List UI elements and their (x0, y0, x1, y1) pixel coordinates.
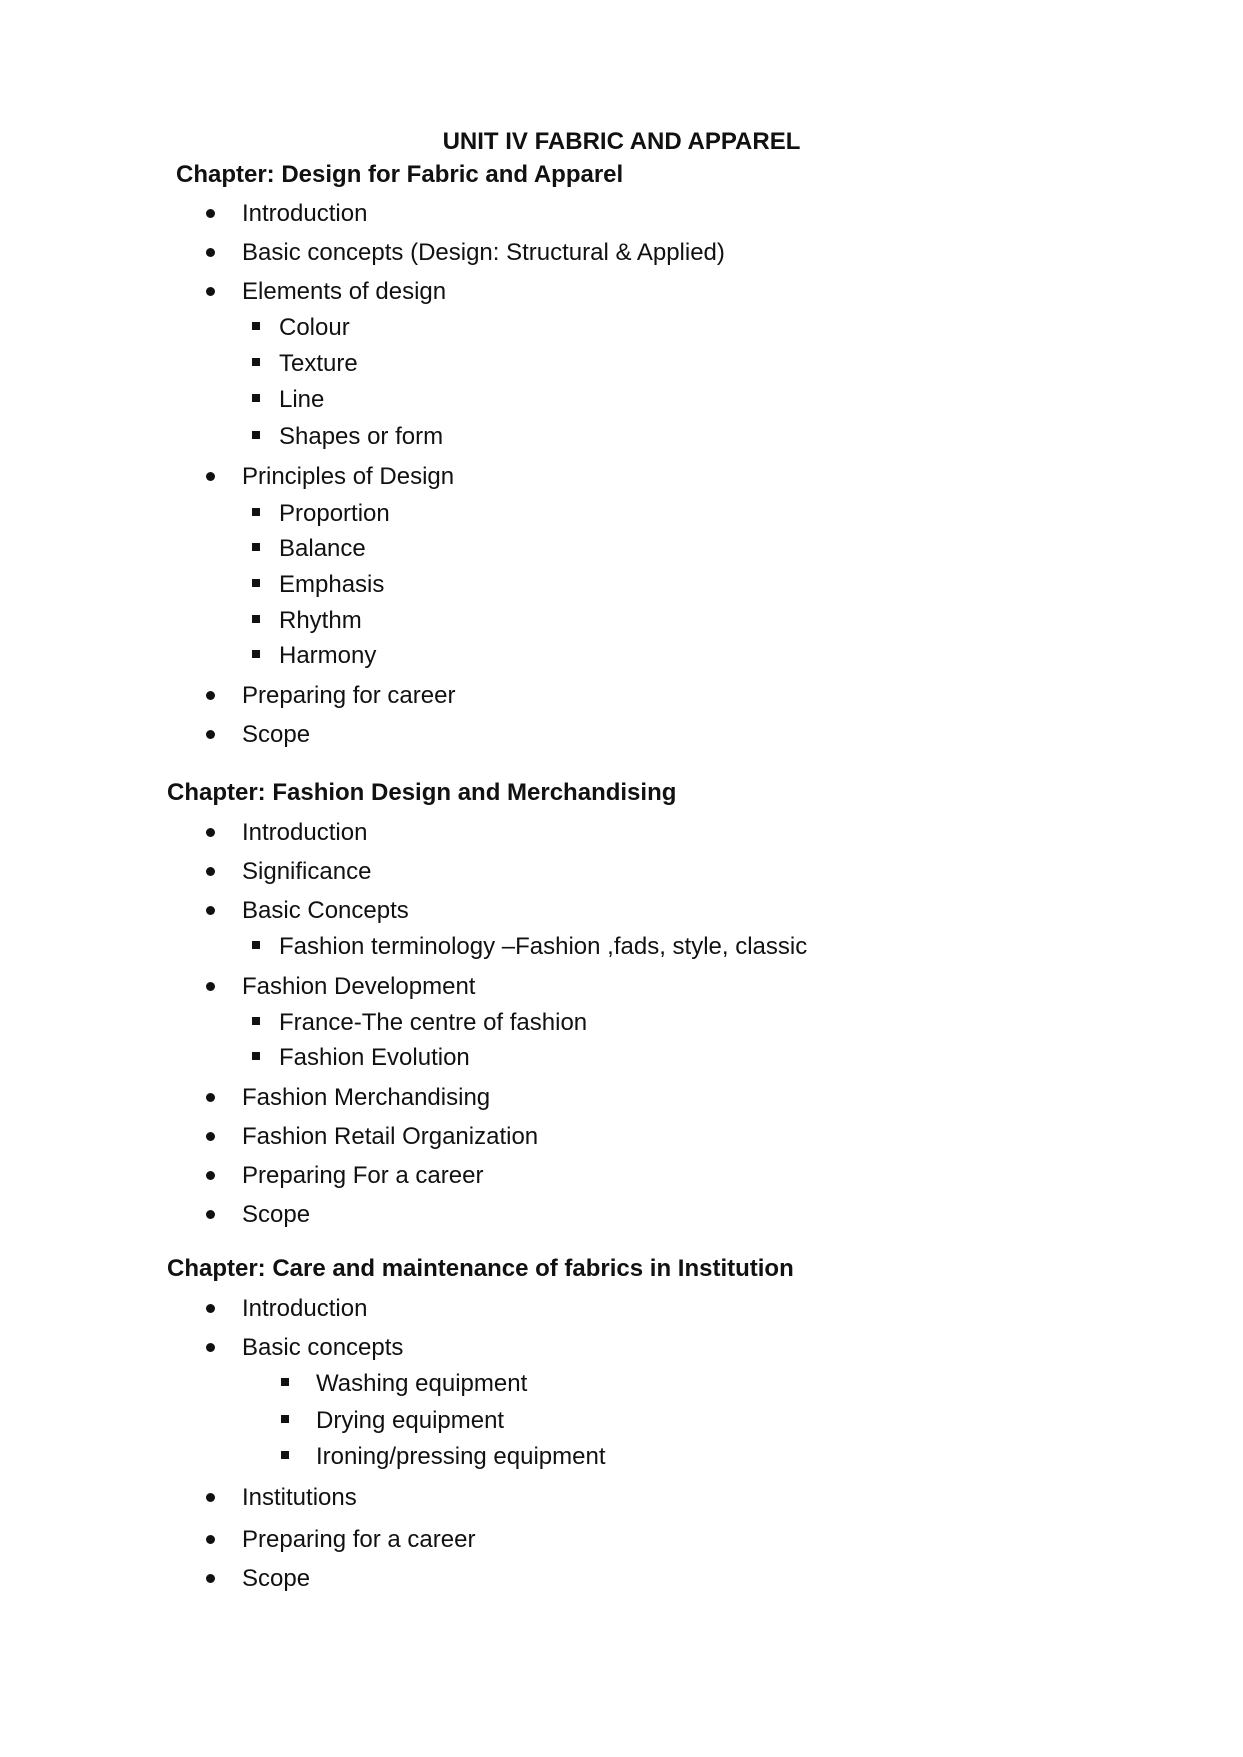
list-item: Introduction (242, 819, 368, 846)
square-bullet-icon (252, 941, 260, 949)
list-item: Principles of Design (242, 463, 455, 490)
square-bullet-icon (252, 543, 260, 551)
list-item: Basic Concepts (242, 897, 409, 924)
list-item: Preparing For a career (242, 1162, 484, 1189)
bullet-icon (206, 906, 215, 915)
unit-title: UNIT IV FABRIC AND APPAREL (442, 128, 801, 155)
bullet-icon (206, 472, 215, 481)
sub-list-item: Rhythm (279, 607, 362, 634)
bullet-icon (206, 982, 215, 991)
square-bullet-icon (252, 394, 260, 402)
sub-list-item: Washing equipment (316, 1370, 528, 1397)
list-item: Preparing for a career (242, 1526, 476, 1553)
sub-list-item: Line (279, 386, 325, 413)
list-item: Significance (242, 858, 372, 885)
sub-list-item: Fashion terminology –Fashion ,fads, style, classic (279, 933, 808, 960)
sub-list-item: Shapes or form (279, 423, 444, 450)
square-bullet-icon (252, 322, 260, 330)
sub-list-item: Colour (279, 314, 350, 341)
list-item: Introduction (242, 200, 368, 227)
sub-list-item: Balance (279, 535, 366, 562)
square-bullet-icon (252, 615, 260, 623)
sub-list-item: Emphasis (279, 571, 385, 598)
sub-list-item: Harmony (279, 642, 377, 669)
bullet-icon (206, 1574, 215, 1583)
list-item: Scope (242, 1201, 311, 1228)
bullet-icon (206, 248, 215, 257)
list-item: Basic concepts (242, 1334, 404, 1361)
sub-list-item: Ironing/pressing equipment (316, 1443, 606, 1470)
square-bullet-icon (281, 1451, 289, 1459)
sub-list-item: France-The centre of fashion (279, 1009, 588, 1036)
list-item: Basic concepts (Design: Structural & Applied) (242, 239, 725, 266)
bullet-icon (206, 828, 215, 837)
square-bullet-icon (252, 508, 260, 516)
chapter-title: Chapter: Fashion Design and Merchandising (167, 779, 677, 806)
list-item: Scope (242, 721, 311, 748)
bullet-icon (206, 1343, 215, 1352)
list-item: Fashion Merchandising (242, 1084, 491, 1111)
sub-list-item: Texture (279, 350, 358, 377)
square-bullet-icon (252, 579, 260, 587)
bullet-icon (206, 287, 215, 296)
bullet-icon (206, 730, 215, 739)
square-bullet-icon (252, 1017, 260, 1025)
square-bullet-icon (281, 1378, 289, 1386)
sub-list-item: Fashion Evolution (279, 1044, 470, 1071)
bullet-icon (206, 1171, 215, 1180)
chapter-title: Chapter: Care and maintenance of fabrics in Institution (167, 1255, 794, 1282)
list-item: Fashion Retail Organization (242, 1123, 539, 1150)
bullet-icon (206, 1535, 215, 1544)
square-bullet-icon (252, 431, 260, 439)
bullet-icon (206, 209, 215, 218)
square-bullet-icon (252, 358, 260, 366)
bullet-icon (206, 691, 215, 700)
list-item: Fashion Development (242, 973, 476, 1000)
list-item: Introduction (242, 1295, 368, 1322)
list-item: Institutions (242, 1484, 357, 1511)
bullet-icon (206, 1493, 215, 1502)
list-item: Scope (242, 1565, 311, 1592)
list-item: Preparing for career (242, 682, 456, 709)
sub-list-item: Drying equipment (316, 1407, 505, 1434)
square-bullet-icon (252, 1052, 260, 1060)
bullet-icon (206, 867, 215, 876)
chapter-title: Chapter: Design for Fabric and Apparel (176, 161, 624, 188)
bullet-icon (206, 1093, 215, 1102)
bullet-icon (206, 1210, 215, 1219)
square-bullet-icon (252, 650, 260, 658)
square-bullet-icon (281, 1415, 289, 1423)
list-item: Elements of design (242, 278, 447, 305)
bullet-icon (206, 1132, 215, 1141)
sub-list-item: Proportion (279, 500, 390, 527)
bullet-icon (206, 1304, 215, 1313)
